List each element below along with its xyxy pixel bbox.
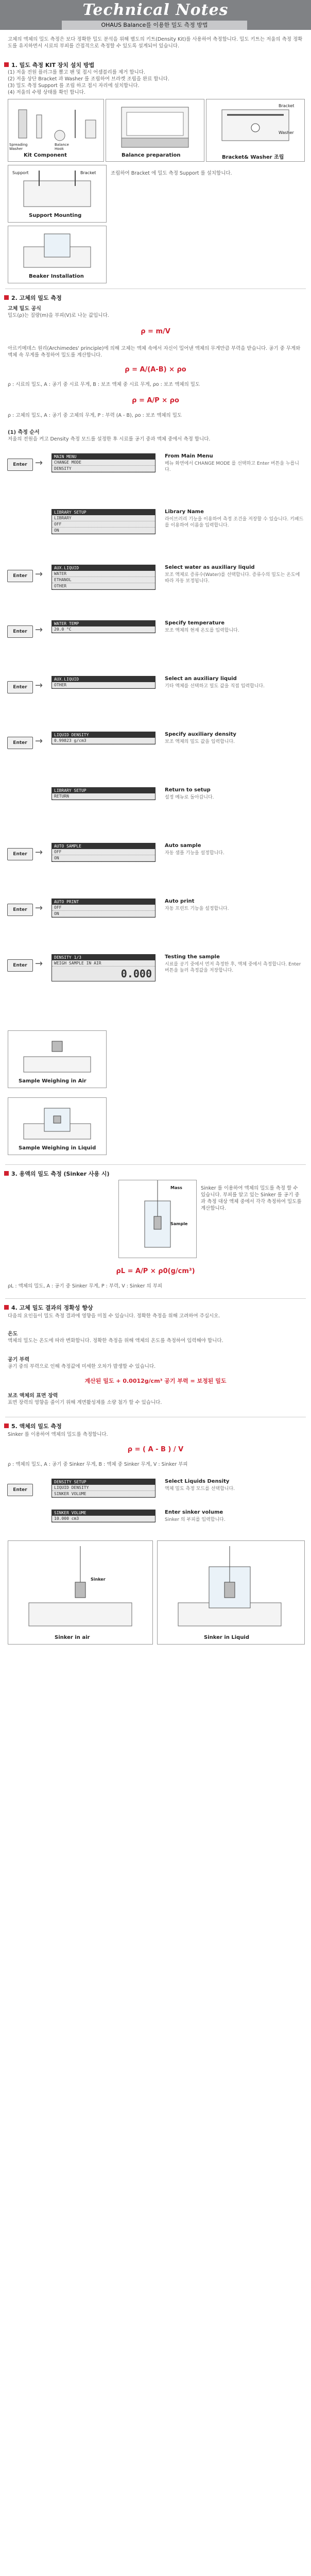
weighing-liquid-drawing <box>8 1098 106 1144</box>
step-title: Testing the sample <box>165 954 220 960</box>
enter-button[interactable]: Enter <box>7 570 33 582</box>
lcd-menu-item[interactable]: ON <box>52 528 155 534</box>
lcd-menu-item[interactable]: OFF <box>52 521 155 528</box>
formula-air-buoyancy: 계산된 밀도 + 0.0012g/cm³ 공기 부력 = 보정된 밀도 <box>84 1378 227 1384</box>
lcd-menu-item[interactable]: 20.0 °C <box>52 626 155 633</box>
lcd-display <box>51 732 156 744</box>
arrow-right-icon: → <box>35 958 43 969</box>
sinker-figure <box>118 1180 197 1258</box>
lcd-density-setup-row[interactable]: SINKER VOLUME <box>52 1491 155 1497</box>
lcd-density-setup <box>51 1479 156 1498</box>
sinker-in-liquid-figure <box>157 1540 305 1645</box>
weighing-in-liquid-figure <box>8 1097 107 1155</box>
section2-sub2: (1) 측정 순서 <box>8 430 40 435</box>
header-banner <box>0 0 311 30</box>
lcd-display <box>51 954 156 981</box>
lcd-menu-item[interactable]: RETURN <box>52 793 155 800</box>
lcd-menu-item[interactable]: 0.99823 g/cm3 <box>52 738 155 744</box>
sinker-air-caption: Sinker in air <box>55 1635 90 1640</box>
intro-text: 고체의 액체의 밀도 측정은 보다 정확한 밀도 분석을 위해 별도의 키트(Density Kit)를 사용하여 측정합니다. 밀도 키트는 저울의 측정 정확도를 유지하면서 시료의 부피를 간접적으로 측정할 수 있도록 설계되어 있습니다. <box>8 37 303 49</box>
step-title: Select an auxiliary liquid <box>165 676 237 682</box>
arrow-right-icon: → <box>35 569 43 580</box>
lcd-display-head: AUTO PRINT <box>52 899 155 905</box>
support-text: 조립하여 Bracket 에 밀도 측정 Support 를 설치합니다. <box>111 171 232 176</box>
enter-button[interactable]: Enter <box>7 681 33 693</box>
lcd-display <box>51 453 156 472</box>
enter-button[interactable]: Enter <box>7 625 33 638</box>
section4-sub2-text: 공기 중의 부력으로 인해 측정값에 미세한 오차가 발생할 수 있습니다. <box>8 1364 156 1369</box>
section1-item-4: (4) 저울의 수평 상태를 확인 합니다. <box>8 90 85 95</box>
lcd-sinker-volume-head: SINKER VOLUME <box>52 1510 155 1516</box>
lcd-display <box>51 843 156 862</box>
arrow-right-icon: → <box>35 457 43 468</box>
section5-text: Sinker 를 이용하여 액체의 밀도를 측정합니다. <box>8 1432 108 1437</box>
section5-step2-title: Enter sinker volume <box>165 1510 223 1515</box>
enter-button[interactable]: Enter <box>7 1484 33 1496</box>
divider-3 <box>5 1298 306 1299</box>
section4-title: 4. 고체 밀도 결과의 정확성 향상 <box>4 1303 93 1312</box>
label-bracket: Bracket <box>279 104 295 108</box>
support-mounting-figure <box>8 165 107 223</box>
section4-sub3: 보조 액체의 표면 장력 <box>8 1393 58 1399</box>
label-balance-hook: Balance Hook <box>55 143 69 151</box>
lcd-display-head: AUTO SAMPLE <box>52 843 155 849</box>
section2-sub1-text4: ρ : 고체의 밀도, A : 공기 중 고체의 무게, P : 부력 (A - B), ρo : 보조 액체의 밀도 <box>8 413 182 418</box>
step-description: 메뉴 화면에서 CHANGE MODE 를 선택하고 Enter 버튼을 누릅니다. <box>165 461 299 472</box>
label-sample: Sample <box>170 1222 188 1226</box>
lcd-display <box>51 787 156 800</box>
formula-archimedes: ρ = A/(A-B) × ρo <box>125 366 186 374</box>
section3-text2: ρL : 액체의 밀도, A : 공기 중 Sinker 무게, P : 부력, V : Sinker 의 부피 <box>8 1283 163 1289</box>
sinker-in-air-figure <box>8 1540 153 1645</box>
section1-item-2: (2) 저울 상단 Bracket 과 Washer 를 조립하여 브라켓 조립을 완료 합니다. <box>8 76 169 82</box>
lcd-density-setup-row[interactable]: LIQUID DENSITY <box>52 1485 155 1491</box>
section5-step1-title: Select Liquids Density <box>165 1479 230 1484</box>
section2-sub1-text3: ρ : 시료의 밀도, A : 공기 중 시료 무게, B : 보조 액체 중 시료 무게, ρo : 보조 액체의 밀도 <box>8 382 200 387</box>
arrow-right-icon: → <box>35 847 43 858</box>
section5-text2: ρ : 액체의 밀도, A : 공기 중 Sinker 무게, B : 액체 중 Sinker 무게, V : Sinker 부피 <box>8 1462 188 1467</box>
arrow-right-icon: → <box>35 624 43 635</box>
step-description: 자동 샘플 기능을 설정합니다. <box>165 851 224 856</box>
enter-button[interactable]: Enter <box>7 459 33 471</box>
label-sinker: Sinker <box>91 1577 106 1582</box>
formula-buoyancy: ρ = A/P × ρo <box>132 397 179 404</box>
section4-sub1-text: 액체의 밀도는 온도에 따라 변화합니다. 정확한 측정을 위해 액체의 온도를 측정하여 입력해야 합니다. <box>8 1338 223 1344</box>
lcd-display-head: LIBRARY SETUP <box>52 788 155 793</box>
weighing-air-drawing <box>8 1031 106 1077</box>
section4-sub1: 온도 <box>8 1331 18 1337</box>
section4-text: 다음의 요인들이 밀도 측정 결과에 영향을 미칠 수 있습니다. 정확한 측정을 위해 고려하여 주십시오. <box>8 1313 220 1319</box>
arrow-right-icon: → <box>35 736 43 747</box>
step-title: Specify temperature <box>165 620 225 626</box>
beaker-installation-figure <box>8 226 107 283</box>
step-title: Auto sample <box>165 843 201 849</box>
kit-component-figure <box>8 99 104 162</box>
lcd-display-head: WATER TEMP <box>52 621 155 626</box>
weighing-liquid-caption: Sample Weighing in Liquid <box>19 1145 96 1151</box>
section4-sub3-text: 표면 장력의 영향을 줄이기 위해 계면활성제를 소량 첨가 할 수 있습니다. <box>8 1400 162 1405</box>
header-title: Technical Notes <box>82 1 229 19</box>
lcd-menu-item[interactable]: OFF <box>52 905 155 911</box>
section5-title: 5. 액체의 밀도 측정 <box>4 1422 62 1430</box>
enter-button[interactable]: Enter <box>7 904 33 916</box>
lcd-display <box>51 565 156 590</box>
balance-preparation-caption: Balance preparation <box>122 152 181 158</box>
step-description: 라이브러리 기능을 이용하여 측정 조건을 저장할 수 있습니다. 키패드를 이용하여 이름을 입력합니다. <box>165 517 304 528</box>
section2-sub1-text2: 아르키메데스 원리(Archimedes' principle)에 의해 고체는 액체 속에서 자신이 밀어낸 액체의 무게만큼 부력을 받습니다. 공기 중 무게와 액체 속 무게를 측정하여 밀도를 계산합니다. <box>8 346 301 358</box>
lcd-menu-item[interactable]: OTHER <box>52 682 155 688</box>
section2-sub1-text: 밀도(ρ)는 질량(m)을 부피(V)로 나눈 값입니다. <box>8 313 109 318</box>
lcd-display-head: LIQUID DENSITY <box>52 732 155 738</box>
lcd-density-setup-head: DENSITY SETUP <box>52 1479 155 1485</box>
step-description: 시료를 공기 중에서 먼저 측정한 후, 액체 중에서 측정합니다. Enter 버튼을 눌러 측정값을 저장합니다. <box>165 962 301 973</box>
enter-button[interactable]: Enter <box>7 737 33 749</box>
header-subtitle: OHAUS Balance를 이용한 밀도 측정 방법 <box>62 21 247 30</box>
balance-drawing <box>106 99 204 151</box>
lcd-menu-item[interactable]: DENSITY <box>52 466 155 472</box>
step-description: 기타 액체를 선택하고 밀도 값을 직접 입력합니다. <box>165 684 265 689</box>
lcd-display <box>51 620 156 633</box>
lcd-display-head: DENSITY 1/3 <box>52 955 155 960</box>
step-title: Specify auxiliary density <box>165 732 236 737</box>
balance-preparation-figure <box>106 99 204 162</box>
step-title: Return to setup <box>165 787 211 793</box>
kit-component-caption: Kit Component <box>24 152 67 158</box>
enter-button[interactable]: Enter <box>7 848 33 860</box>
step-description: 보조 액체의 밀도 값을 입력합니다. <box>165 739 235 744</box>
lcd-sinker-volume <box>51 1510 156 1522</box>
step-description: 보조 액체로 증류수(Water)를 선택합니다. 증류수의 밀도는 온도에 따라 자동 보정됩니다. <box>165 572 300 584</box>
lcd-menu-item[interactable]: OTHER <box>52 583 155 589</box>
label-mass: Mass <box>170 1185 182 1190</box>
arrow-right-icon: → <box>35 903 43 913</box>
support-mounting-caption: Support Mounting <box>29 213 82 218</box>
sinker-liquid-drawing <box>158 1541 304 1634</box>
step-title: Library Name <box>165 509 204 515</box>
beaker-installation-caption: Beaker Installation <box>29 274 84 279</box>
step-title: From Main Menu <box>165 453 213 459</box>
weighing-air-caption: Sample Weighing in Air <box>19 1078 87 1084</box>
lcd-sinker-volume-row[interactable]: 10.000 cm3 <box>52 1516 155 1522</box>
lcd-menu-item[interactable]: LIBRARY <box>52 515 155 521</box>
lcd-display-head: AUX.LIQUID <box>52 676 155 682</box>
label-washer: Washer <box>279 130 294 135</box>
lcd-display-head: MAIN MENU <box>52 454 155 460</box>
beaker-drawing <box>8 226 106 273</box>
label-bracket-2: Bracket <box>80 171 96 175</box>
section2-title: 2. 고체의 밀도 측정 <box>4 294 62 302</box>
step-title: Auto print <box>165 899 195 904</box>
section2-sub1: 고체 밀도 공식 <box>8 306 41 312</box>
lcd-menu-item[interactable]: WATER <box>52 571 155 577</box>
lcd-weight-readout: 0.000 <box>120 968 152 980</box>
label-spreading-washer: Spreading Washer <box>9 143 28 151</box>
bracket-washer-figure <box>206 99 305 162</box>
weighing-in-air-figure <box>8 1030 107 1088</box>
lcd-display-head: AUX.LIQUID <box>52 565 155 571</box>
section1-item-1: (1) 저울 전원 플러그를 뽑고 팬 및 접시 어셈블리를 제거 합니다. <box>8 70 145 75</box>
step-description: 설정 메뉴로 돌아갑니다. <box>165 795 214 800</box>
sinker-liquid-caption: Sinker in Liquid <box>204 1635 250 1640</box>
section2-sub2-text: 저울의 전원을 켜고 Density 측정 모드를 설정한 후 시료를 공기 중과 액체 중에서 측정 합니다. <box>8 436 211 442</box>
section4-sub2: 공기 부력 <box>8 1357 30 1363</box>
lcd-display <box>51 899 156 918</box>
lcd-menu-item[interactable]: ON <box>52 911 155 917</box>
lcd-menu-item[interactable]: WEIGH SAMPLE IN AIR <box>52 960 155 967</box>
step-description: 자동 프린트 기능을 설정합니다. <box>165 906 229 911</box>
bracket-washer-caption: Bracket& Washer 조립 <box>222 155 284 160</box>
lcd-display <box>51 676 156 689</box>
arrow-right-icon: → <box>35 680 43 691</box>
sinker-drawing <box>119 1180 196 1258</box>
section5-step2-desc: Sinker 의 부피를 입력합니다. <box>165 1517 226 1522</box>
lcd-menu-item[interactable]: OFF <box>52 849 155 855</box>
section3-title: 3. 용액의 밀도 측정 (Sinker 사용 시) <box>4 1170 110 1178</box>
lcd-menu-item[interactable]: ETHANOL <box>52 577 155 583</box>
section5-step1-desc: 액체 밀도 측정 모드를 선택합니다. <box>165 1486 235 1492</box>
formula-density: ρ = m/V <box>141 328 170 335</box>
divider-2 <box>5 1164 306 1165</box>
formula-liquid: ρL = A/P × ρ0(g/cm³) <box>116 1267 195 1275</box>
lcd-menu-item[interactable]: ON <box>52 855 155 861</box>
lcd-display-head: LIBRARY SETUP <box>52 510 155 515</box>
section3-text: Sinker 를 이용하여 액체의 밀도를 측정 할 수 있습니다. 부피를 알고 있는 Sinker 를 공기 중과 측정 대상 액체 중에서 각각 측정하여 밀도를 계산합니다. <box>201 1185 302 1211</box>
lcd-menu-item[interactable]: CHANGE MODE <box>52 460 155 466</box>
section1-title: 1. 밀도 측정 KIT 장치 설치 방법 <box>4 61 94 69</box>
step-description: 보조 액체의 현재 온도를 입력합니다. <box>165 628 239 633</box>
sinker-air-drawing <box>8 1541 152 1634</box>
step-title: Select water as auxiliary liquid <box>165 565 255 570</box>
section1-item-3: (3) 밀도 측정 Support 를 조립 하고 접시 자리에 설치합니다. <box>8 83 140 89</box>
lcd-display <box>51 509 156 534</box>
label-support: Support <box>12 171 29 175</box>
enter-button[interactable]: Enter <box>7 959 33 972</box>
formula-liquid-density: ρ = ( A - B ) / V <box>127 1446 184 1453</box>
